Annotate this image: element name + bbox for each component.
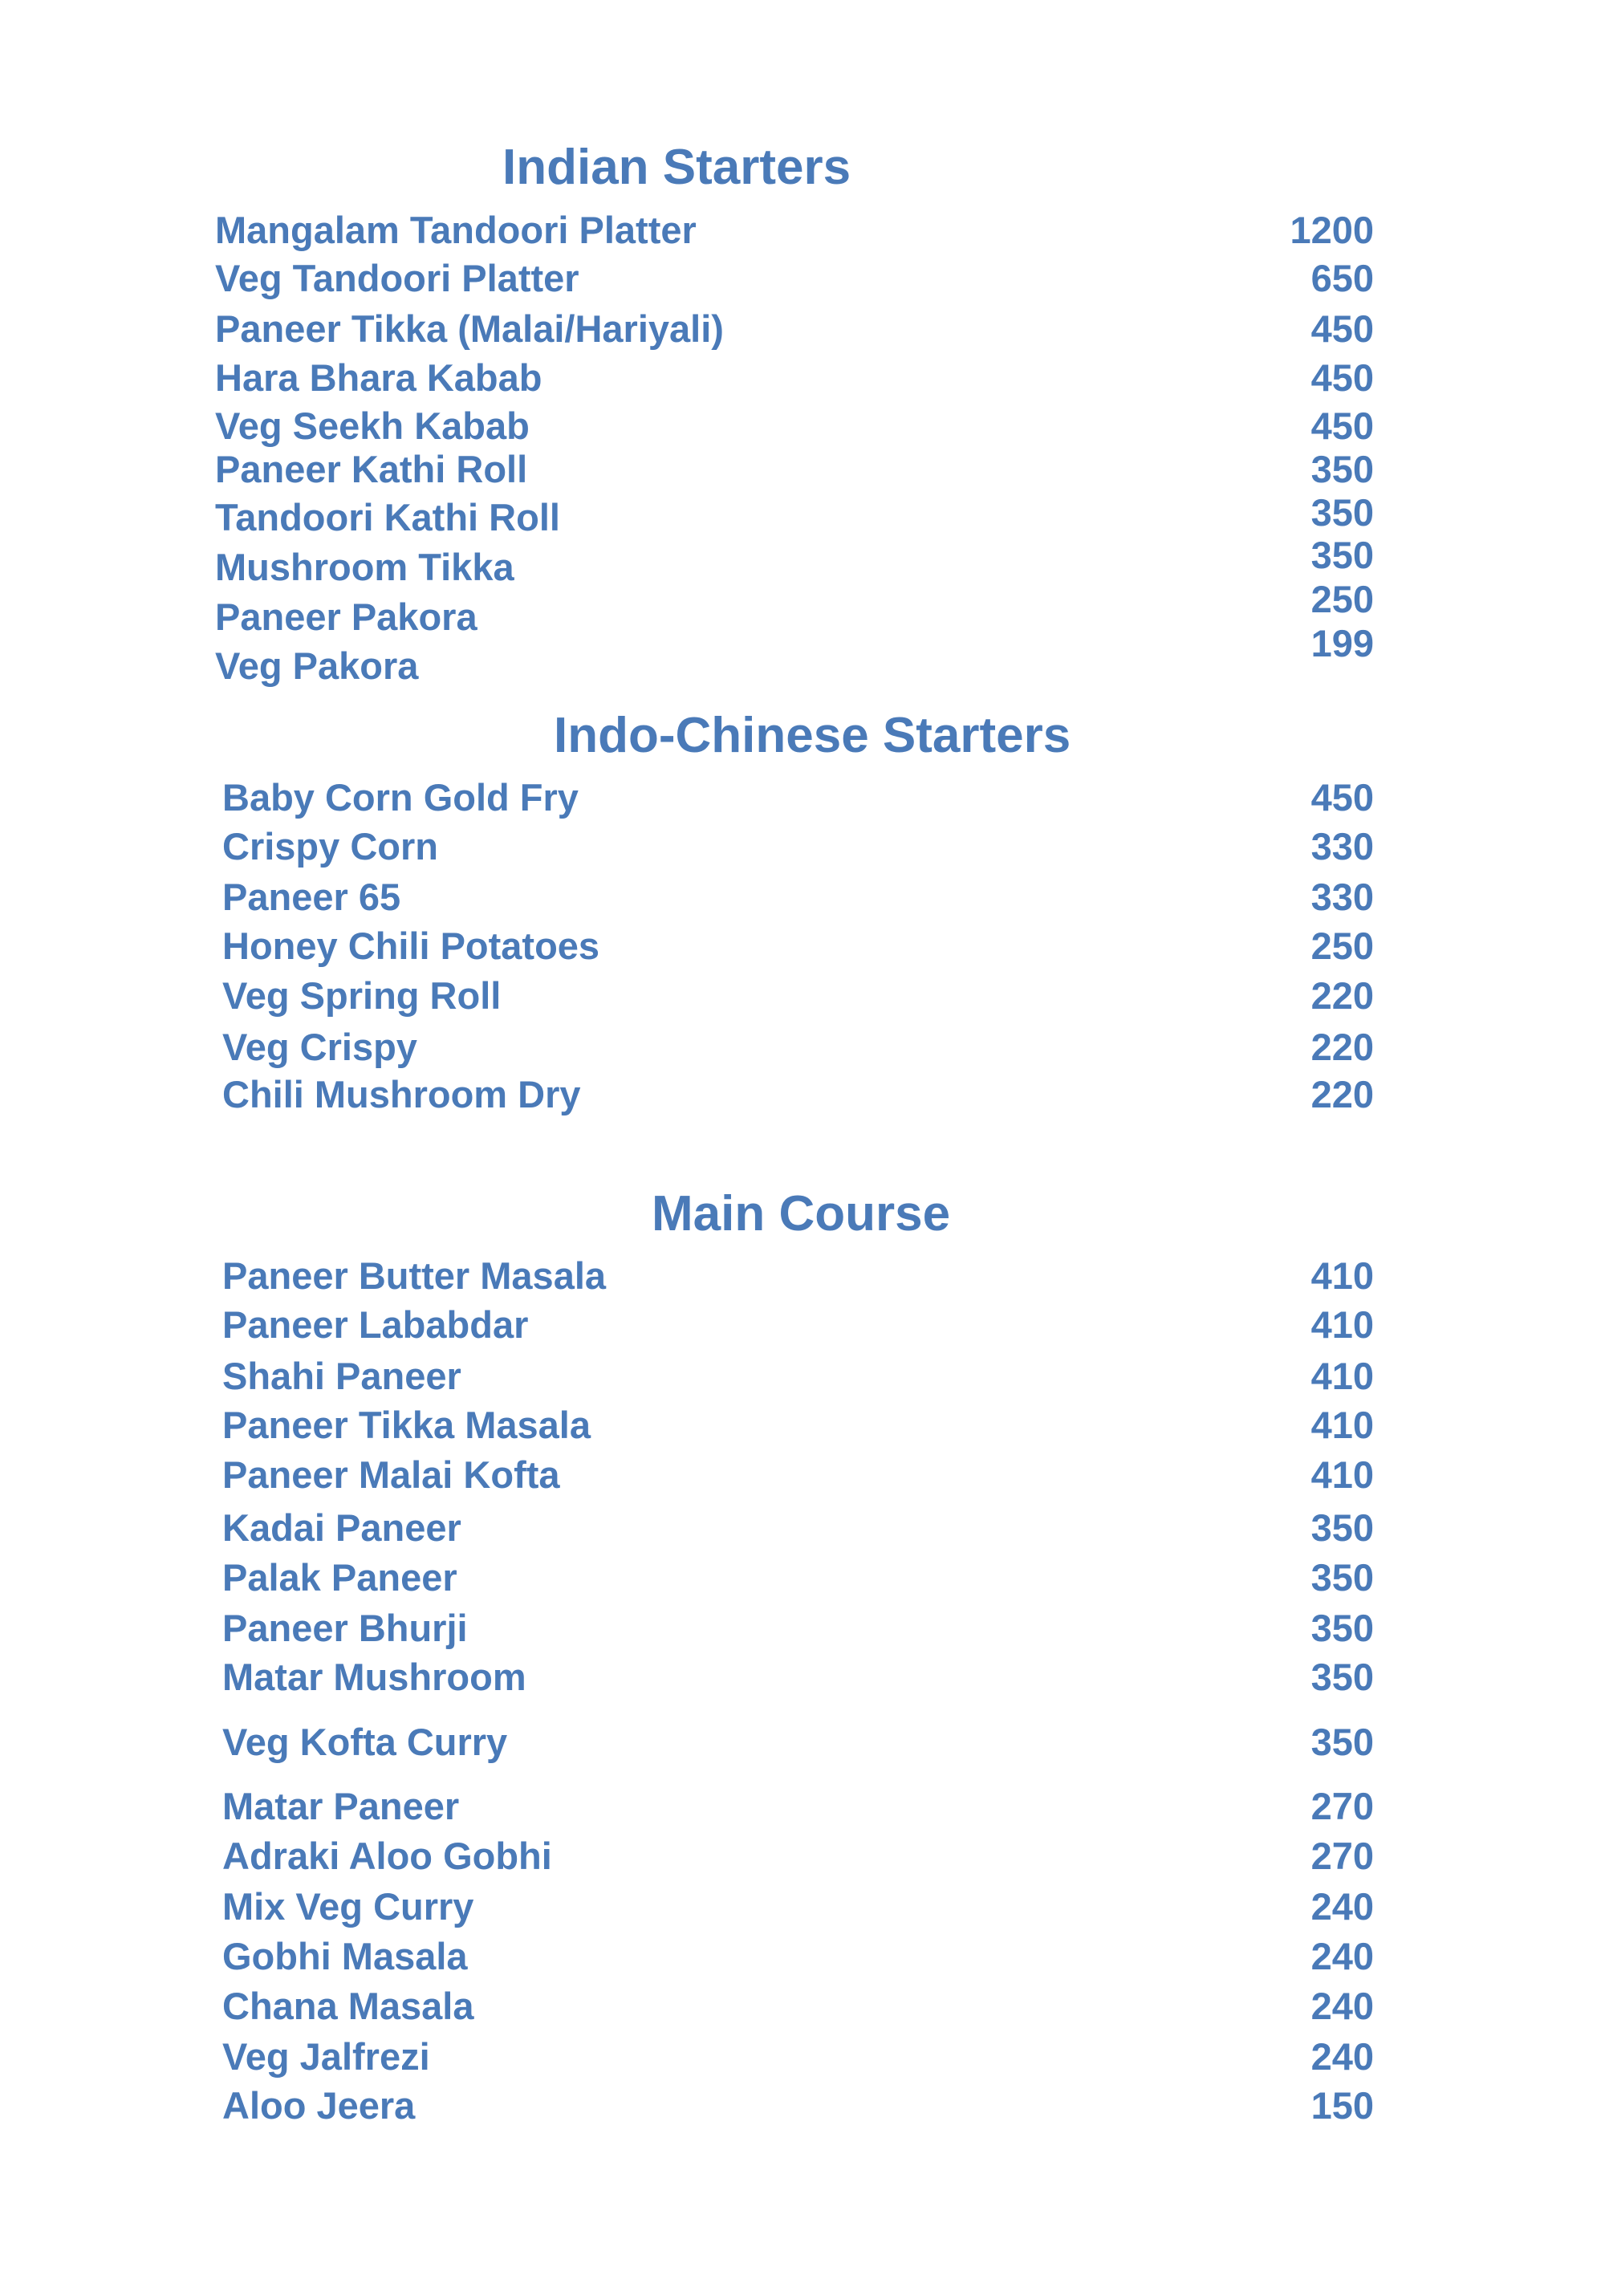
section-heading-indo-chinese-starters: Indo-Chinese Starters — [554, 708, 1071, 763]
menu-item-name: Baby Corn Gold Fry — [222, 776, 579, 819]
menu-item-price: 199 — [1310, 622, 1374, 664]
menu-item-name: Hara Bhara Kabab — [215, 356, 542, 399]
menu-item-name: Veg Pakora — [215, 644, 419, 687]
menu-item-price: 350 — [1310, 1721, 1374, 1763]
menu-item-name: Aloo Jeera — [222, 2084, 416, 2127]
menu-item-name: Paneer Lababdar — [222, 1303, 529, 1346]
menu-item-name: Crispy Corn — [222, 825, 438, 868]
menu-item-name: Matar Paneer — [222, 1785, 460, 1827]
menu-item-price: 220 — [1310, 1026, 1374, 1068]
menu-item-price: 350 — [1310, 1506, 1374, 1549]
menu-item-name: Mushroom Tikka — [215, 546, 514, 588]
menu-item-name: Veg Crispy — [222, 1026, 417, 1068]
menu-item-price: 220 — [1310, 974, 1374, 1017]
menu-item-name: Paneer Pakora — [215, 595, 477, 638]
menu-item-name: Paneer Tikka (Malai/Hariyali) — [215, 307, 724, 350]
menu-item-name: Honey Chili Potatoes — [222, 924, 600, 967]
menu-item-name: Veg Seekh Kabab — [215, 404, 530, 447]
menu-item-name: Matar Mushroom — [222, 1656, 526, 1698]
menu-item-name: Veg Spring Roll — [222, 974, 502, 1017]
menu-item-name: Adraki Aloo Gobhi — [222, 1835, 552, 1877]
menu-item-name: Paneer Tikka Masala — [222, 1404, 591, 1446]
menu-item-price: 240 — [1310, 1885, 1374, 1928]
menu-item-price: 450 — [1310, 307, 1374, 350]
menu-item-price: 650 — [1310, 257, 1374, 299]
menu-item-price: 450 — [1310, 356, 1374, 399]
menu-item-name: Mix Veg Curry — [222, 1885, 474, 1928]
menu-item-price: 350 — [1310, 534, 1374, 576]
menu-item-price: 410 — [1310, 1254, 1374, 1297]
menu-item-price: 410 — [1310, 1303, 1374, 1346]
menu-item-price: 240 — [1310, 2035, 1374, 2078]
menu-item-price: 270 — [1310, 1785, 1374, 1827]
menu-item-price: 410 — [1310, 1355, 1374, 1397]
menu-item-price: 350 — [1310, 491, 1374, 534]
menu-item-price: 240 — [1310, 1985, 1374, 2027]
menu-item-price: 410 — [1310, 1404, 1374, 1446]
menu-item-name: Veg Tandoori Platter — [215, 257, 579, 299]
menu-item-price: 1200 — [1290, 209, 1374, 251]
menu-item-name: Chili Mushroom Dry — [222, 1073, 581, 1115]
menu-item-name: Paneer Butter Masala — [222, 1254, 607, 1297]
section-heading-indian-starters: Indian Starters — [502, 140, 851, 195]
menu-item-price: 150 — [1310, 2084, 1374, 2127]
menu-item-name: Veg Kofta Curry — [222, 1721, 508, 1763]
menu-item-price: 350 — [1310, 1556, 1374, 1599]
menu-item-price: 450 — [1310, 776, 1374, 819]
menu-item-price: 350 — [1310, 448, 1374, 490]
menu-item-name: Gobhi Masala — [222, 1935, 468, 1977]
menu-item-name: Kadai Paneer — [222, 1506, 461, 1549]
menu-item-name: Mangalam Tandoori Platter — [215, 209, 697, 251]
menu-item-price: 410 — [1310, 1453, 1374, 1496]
menu-item-price: 250 — [1310, 578, 1374, 620]
menu-item-price: 250 — [1310, 924, 1374, 967]
menu-item-price: 350 — [1310, 1607, 1374, 1649]
menu-item-name: Paneer Malai Kofta — [222, 1453, 560, 1496]
menu-item-name: Palak Paneer — [222, 1556, 457, 1599]
menu-item-name: Paneer Bhurji — [222, 1607, 468, 1649]
menu-item-name: Paneer 65 — [222, 876, 401, 918]
menu-item-price: 350 — [1310, 1656, 1374, 1698]
menu-item-price: 450 — [1310, 404, 1374, 447]
menu-item-name: Shahi Paneer — [222, 1355, 461, 1397]
menu-item-price: 330 — [1310, 876, 1374, 918]
menu-item-price: 330 — [1310, 825, 1374, 868]
menu-item-name: Veg Jalfrezi — [222, 2035, 430, 2078]
menu-item-price: 220 — [1310, 1073, 1374, 1115]
menu-item-price: 270 — [1310, 1835, 1374, 1877]
menu-item-price: 240 — [1310, 1935, 1374, 1977]
menu-item-name: Chana Masala — [222, 1985, 474, 2027]
section-heading-main-course: Main Course — [652, 1186, 951, 1241]
menu-item-name: Paneer Kathi Roll — [215, 448, 528, 490]
menu-item-name: Tandoori Kathi Roll — [215, 496, 560, 538]
